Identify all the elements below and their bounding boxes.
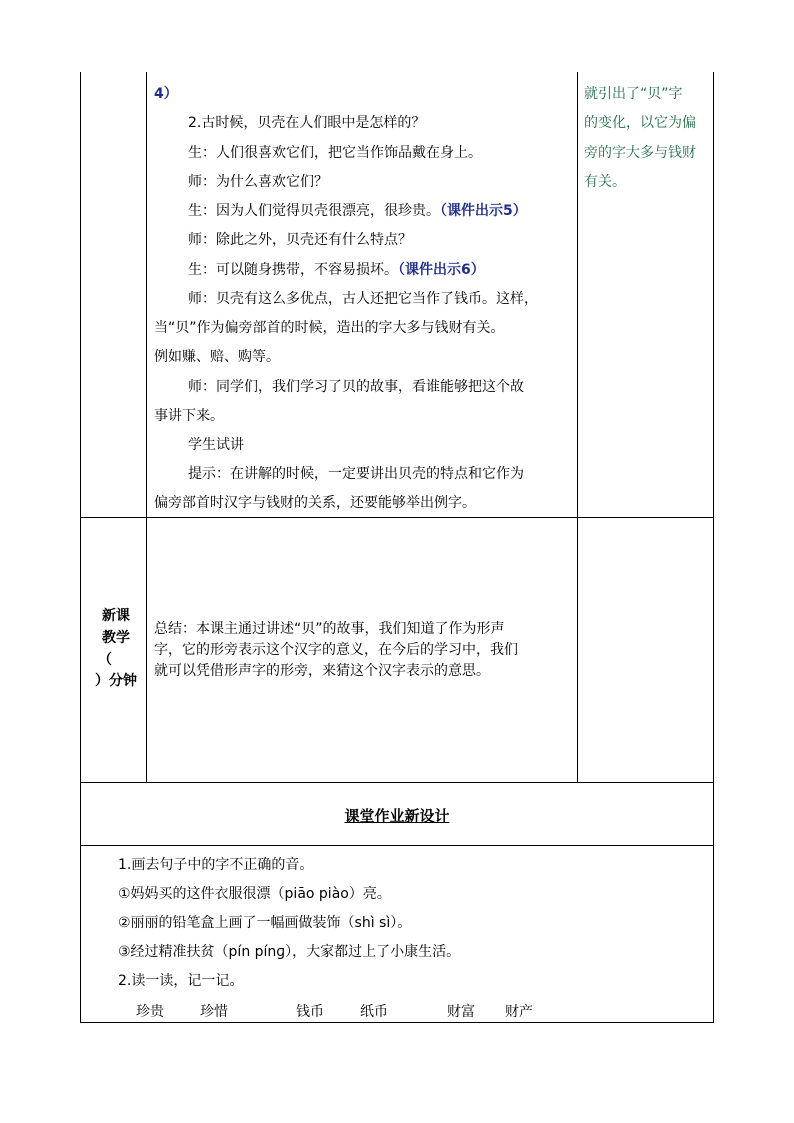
courseware-ref-4: 4） — [154, 86, 178, 102]
question-2: 2.古时候，贝壳在人们眼中是怎样的？ — [188, 115, 426, 131]
teacher-explain-line3: 例如赚、赔、购等。 — [154, 349, 280, 365]
homework-title-text: 课堂作业新设计 — [344, 807, 450, 825]
student-practice: 学生试讲 — [188, 437, 244, 453]
vocab-word: 珍贵 — [136, 1004, 164, 1020]
tip-line2: 偏旁部首时汉字与钱财的关系，还要能够举出例字。 — [154, 495, 476, 511]
student-answer-2 — [188, 201, 527, 221]
tip-line1: 提示：在讲解的时候，一定要讲出贝壳的特点和它作为 — [188, 466, 524, 482]
homework-q1: 1.画去句子中的字不正确的音。 — [118, 857, 314, 873]
side-note-line4: 有关。 — [584, 174, 626, 190]
row-divider-3 — [80, 845, 714, 846]
section-label-line4: ）分钟 — [95, 673, 137, 689]
row-divider-2 — [80, 782, 714, 783]
teacher-question-1: 师：为什么喜欢它们？ — [188, 174, 328, 190]
student-answer-3 — [188, 260, 485, 280]
vocab-word: 珍惜 — [200, 1004, 228, 1020]
summary-line3: 就可以凭借形声字的形旁，来猜这个汉字表示的意思。 — [154, 663, 490, 679]
student-answer-1: 生：人们很喜欢它们，把它当作饰品戴在身上。 — [188, 145, 482, 161]
teacher-explain-line1: 师：贝壳有这么多优点，古人还把它当作了钱币。这样， — [188, 291, 538, 307]
vocab-word: 财产 — [505, 1004, 533, 1020]
homework-q1a: ①妈妈买的这件衣服很漂（piāo piào）亮。 — [118, 886, 391, 902]
side-note-line2: 的变化，以它为偏 — [584, 115, 696, 131]
vocab-word: 纸币 — [360, 1004, 388, 1020]
courseware-ref-5: （课件出示5） — [440, 203, 527, 219]
student-answer-3-text: 生：可以随身携带，不容易损坏。 — [188, 262, 398, 278]
teacher-prompt-line1: 师：同学们，我们学习了贝的故事，看谁能够把这个故 — [188, 379, 524, 395]
homework-q1c: ③经过精准扶贫（pín pínɡ），大家都过上了小康生活。 — [118, 944, 461, 960]
side-note-line1: 就引出了“贝”字 — [584, 86, 683, 102]
homework-q1b: ②丽丽的铅笔盒上画了一幅画做装饰（shì sì）。 — [118, 915, 412, 931]
summary-line1: 总结：本课主通过讲述“贝”的故事，我们知道了作为形声 — [154, 621, 505, 637]
teacher-explain-line2: 当“贝”作为偏旁部首的时候，造出的字大多与钱财有关。 — [154, 320, 505, 336]
column-divider-right — [577, 72, 578, 782]
teacher-question-2: 师：除此之外，贝壳还有什么特点？ — [188, 232, 412, 248]
teacher-prompt-line2: 事讲下来。 — [154, 408, 224, 424]
homework-title — [80, 805, 714, 826]
courseware-ref-6: （课件出示6） — [398, 262, 485, 278]
section-label-line2: 教学 — [102, 630, 130, 646]
side-note-line3: 旁的字大多与钱财 — [584, 145, 696, 161]
row-divider-1 — [80, 517, 714, 518]
section-label-line1: 新课 — [102, 608, 130, 624]
vocab-word: 财富 — [447, 1004, 475, 1020]
homework-q2: 2.读一读，记一记。 — [118, 973, 244, 989]
vocab-word: 钱币 — [296, 1004, 324, 1020]
section-label-line3: （ — [98, 652, 112, 668]
student-answer-2-text: 生：因为人们觉得贝壳很漂亮，很珍贵。 — [188, 203, 440, 219]
column-divider-left — [146, 72, 147, 782]
summary-line2: 字，它的形旁表示这个汉字的意义，在今后的学习中，我们 — [154, 642, 518, 658]
